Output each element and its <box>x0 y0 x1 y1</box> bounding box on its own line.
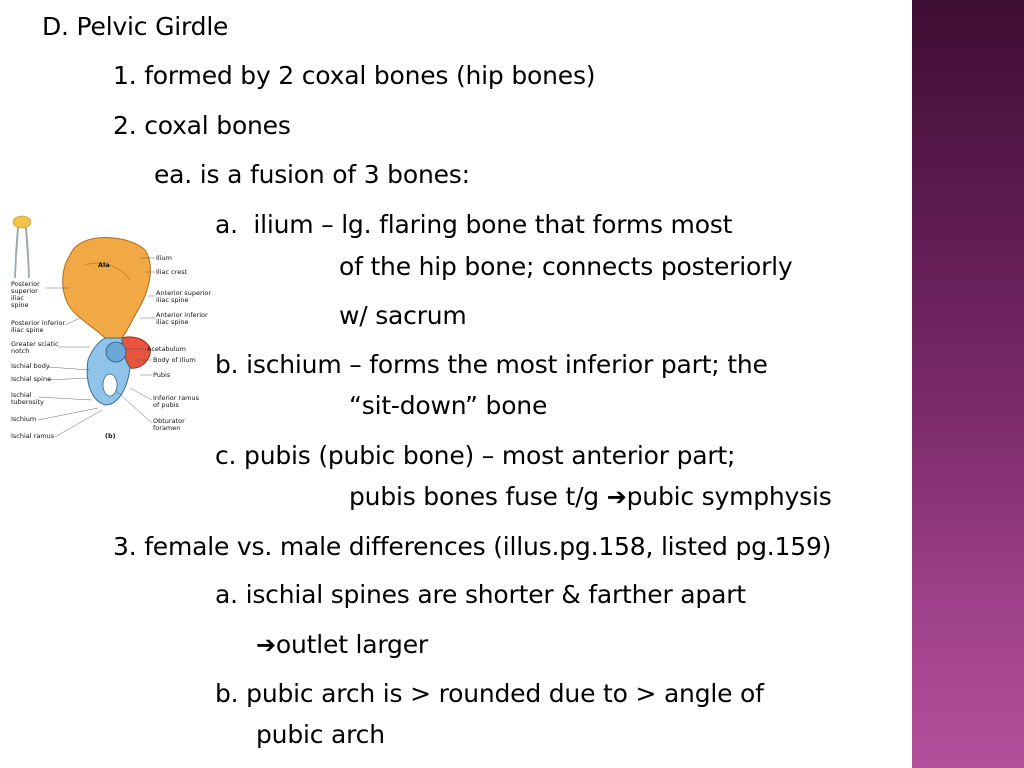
ischial-body-label: Ischial body <box>11 362 50 370</box>
sub-point-ea: ea. is a fusion of 3 bones: <box>154 160 470 189</box>
point-2: 2. coxal bones <box>113 111 291 140</box>
obturator-label-2: foramen <box>153 424 181 432</box>
ischium-line-2: “sit-down” bone <box>349 391 548 420</box>
ischial-ramus-label: Ischial ramus <box>11 432 55 440</box>
posterior-inferior-label-1: Posterior inferior <box>11 319 66 327</box>
obturator-label-1: Obturator <box>153 417 185 425</box>
point-3: 3. female vs. male differences (illus.pg.158, listed pg.159) <box>113 532 832 561</box>
ala-label: Ala <box>98 261 110 269</box>
ischium-label: Ischium <box>11 415 37 423</box>
anterior-inferior-label-2: iliac spine <box>156 318 189 326</box>
inferior-ramus-label-2: of pubis <box>153 401 179 409</box>
coxal-bone-diagram <box>10 210 215 450</box>
panel-label: (b) <box>105 432 116 440</box>
skeleton-thumbnail-icon <box>13 216 31 278</box>
ischial-spine-label: Ischial spine <box>11 375 52 383</box>
ilium-line-1: a. ilium – lg. flaring bone that forms most <box>215 210 733 239</box>
ilium-line-3: w/ sacrum <box>339 301 467 330</box>
posterior-superior-label-1: Posterior <box>11 280 40 288</box>
ischial-tuberosity-label-2: tuberosity <box>11 398 44 406</box>
posterior-superior-label-3: iliac <box>11 294 24 302</box>
greater-sciatic-label-2: notch <box>11 347 30 355</box>
iliac-crest-label: Iliac crest <box>156 268 188 276</box>
point-3a-line-2 <box>256 630 428 660</box>
ischial-tuberosity-label-1: Ischial <box>11 391 32 399</box>
ischium-line-1: b. ischium – forms the most inferior part; the <box>215 350 768 379</box>
point-3a-line-2-text: outlet larger <box>275 630 428 659</box>
greater-sciatic-label-1: Greater sciatic <box>11 340 59 348</box>
inferior-ramus-label-1: Inferior ramus <box>153 394 200 402</box>
posterior-superior-label-4: spine <box>11 301 29 309</box>
ilium-label: Ilium <box>156 254 172 262</box>
acetabulum-label: Acetabulum <box>147 345 186 353</box>
slide-heading: D. Pelvic Girdle <box>42 12 229 41</box>
pubis-label: Pubis <box>153 371 171 379</box>
right-arrow-icon: ➔ <box>606 483 627 511</box>
point-3a-line-1: a. ischial spines are shorter & farther apart <box>215 580 746 609</box>
coxal-bone-illustration <box>10 210 215 450</box>
posterior-superior-label-2: superior <box>11 287 38 295</box>
pubis-line-1: c. pubis (pubic bone) – most anterior part; <box>215 441 736 470</box>
point-3b-line-1: b. pubic arch is > rounded due to > angle of <box>215 679 764 708</box>
posterior-inferior-label-2: iliac spine <box>11 326 44 334</box>
pubis-line-2-result: pubic symphysis <box>626 482 832 511</box>
right-arrow-icon: ➔ <box>256 631 276 659</box>
anterior-superior-label-1: Anterior superior <box>156 289 212 297</box>
anterior-inferior-label-1: Anterior inferior <box>156 311 208 319</box>
decorative-side-band <box>912 0 1024 768</box>
anterior-superior-label-2: iliac spine <box>156 296 189 304</box>
ilium-line-2: of the hip bone; connects posteriorly <box>339 252 793 281</box>
body-of-ilium-label: Body of ilium <box>153 356 196 364</box>
pubis-line-2 <box>349 482 832 512</box>
point-1: 1. formed by 2 coxal bones (hip bones) <box>113 61 596 90</box>
pubis-line-2-text: pubis bones fuse t/g <box>349 482 607 511</box>
point-3b-line-2: pubic arch <box>256 720 385 749</box>
